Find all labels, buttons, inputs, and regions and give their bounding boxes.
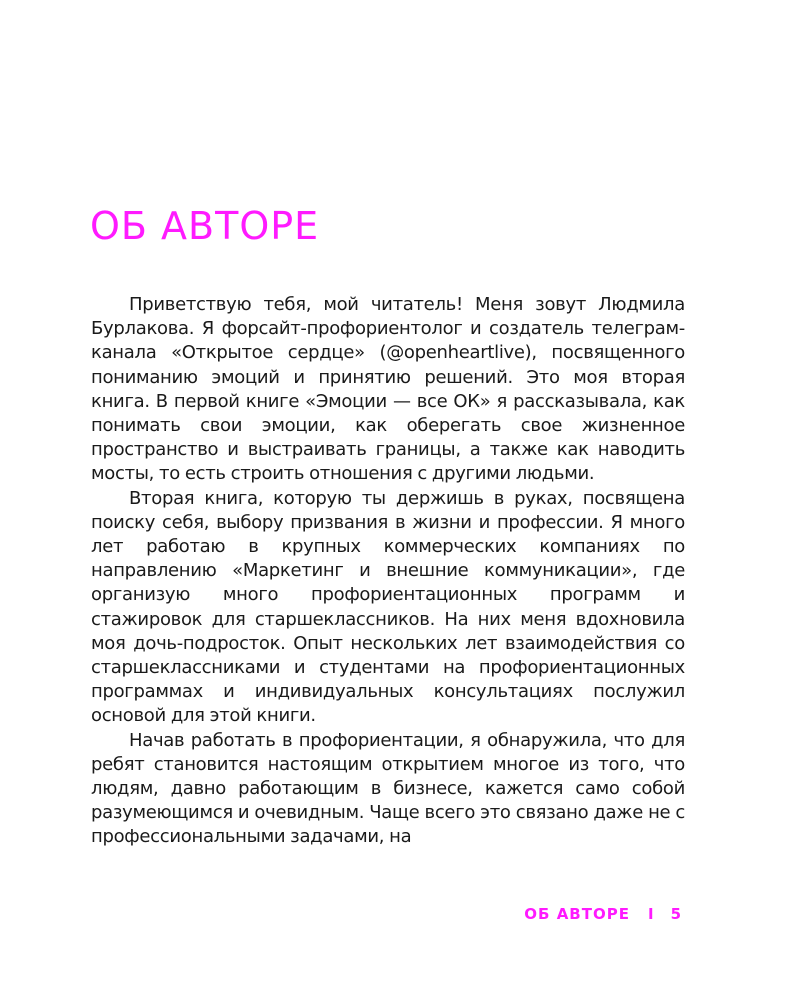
page-title: ОБ АВТОРЕ [90, 204, 320, 248]
paragraph-1: Приветствую тебя, мой читатель! Меня зовут Людмила Бурлакова. Я форсайт-профориентолог и создатель телеграм-канала «Открытое сердце» (@openheartlive), посвященного пониманию эмоций и принятию решений. Это моя вторая книга. В первой книге «Эмоции — все ОК» я рассказывала, как понимать свои эмоции, как оберегать свое жизненное пространство и выстраивать границы, а также как наводить мосты, то есть строить отношения с другими людьми. [91, 294, 685, 485]
paragraph-2: Вторая книга, которую ты держишь в руках, посвящена поиску себя, выбору призвания в жизни и профессии. Я много лет работаю в крупных коммерческих компаниях по направлению «Маркетинг и внешние коммуникации», где организую много профориентационных программ и стажировок для старшеклассников. На них меня вдохновила моя дочь-подросток. Опыт нескольких лет взаимодействия со старшеклассниками и студентами на профориентационных программах и индивидуальных консультациях послужил основой для этой книги. [91, 487, 685, 727]
paragraph-3: Начав работать в профориентации, я обнаружила, что для ребят становится настоящим открытием многое из того, что людям, давно работающим в бизнесе, кажется само собой разумеющимся и очевидным. Чаще всего это связано даже не с профессиональными задачами, на [91, 729, 685, 848]
body-text [91, 293, 685, 850]
page-number: 5 [670, 905, 682, 923]
footer-section-title: ОБ АВТОРЕ [524, 905, 630, 923]
running-footer [524, 905, 682, 923]
footer-separator: I [647, 905, 655, 923]
